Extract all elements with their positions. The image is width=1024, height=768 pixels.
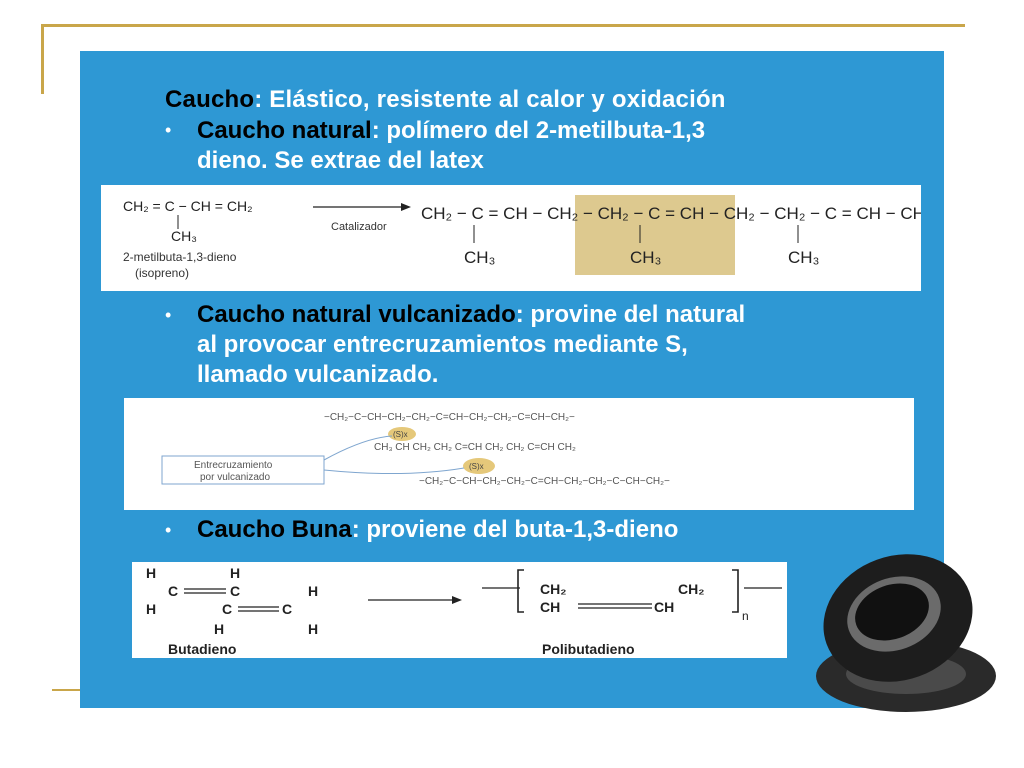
- vulcanization-figure: [124, 398, 914, 510]
- chain-row-3: −CH₂−C−CH−CH₂−CH₂−C=CH−CH₂−CH₂−C−CH−CH₂−: [419, 476, 670, 487]
- polymer-methyl-1: CH₃: [464, 248, 496, 267]
- chain-row-1: −CH₂−C−CH−CH₂−CH₂−C=CH−CH₂−CH₂−C=CH−CH₂−: [324, 412, 575, 423]
- polymer-methyl-3: CH₃: [788, 248, 820, 267]
- butadiene-reaction-svg: [132, 562, 787, 658]
- bullet-3-line-1: [197, 515, 678, 544]
- bullet-2-line-1: [197, 300, 745, 329]
- atom-h4: H: [308, 583, 319, 599]
- atom-h5: H: [214, 621, 225, 637]
- atom-h6: H: [308, 621, 319, 637]
- frame-line-bottom: [52, 689, 82, 691]
- frame-line-top: [41, 24, 965, 27]
- bullet-2: •: [165, 305, 172, 325]
- caucho-natural-description: : polímero del 2-metilbuta-1,3: [371, 117, 706, 144]
- bullet-1-line-1: [197, 116, 705, 145]
- reaction-arrow-head: [401, 203, 411, 211]
- atom-c3: C: [222, 601, 233, 617]
- atom-h2: H: [146, 601, 157, 617]
- repeat-n: n: [742, 609, 749, 623]
- keyword-caucho-vulcanizado: Caucho natural vulcanizado: [197, 301, 516, 328]
- catalyst-label: Catalizador: [331, 221, 387, 233]
- sulfur-label-1: (S)x: [393, 430, 408, 439]
- heading-caucho: [165, 85, 726, 114]
- crosslink-pointer-2: [324, 468, 464, 474]
- buna-arrow-head: [452, 596, 462, 604]
- frame-line-left: [41, 24, 44, 94]
- sulfur-label-2: (S)x: [469, 462, 484, 471]
- butadiene-polymerization-figure: [132, 562, 787, 658]
- poly-ch2-right: CH₂: [678, 581, 705, 597]
- monomer-common-name: (isopreno): [135, 266, 190, 280]
- bullet-2-line-2: al provocar entrecruzamientos mediante S,: [197, 331, 688, 358]
- caucho-vulcanizado-description: : provine del natural: [515, 301, 746, 328]
- butadieno-label: Butadieno: [168, 641, 237, 657]
- atom-h1: H: [146, 565, 157, 581]
- caucho-buna-description: : proviene del buta-1,3-dieno: [351, 516, 679, 543]
- tires-image: [786, 546, 1006, 716]
- isoprene-polymerization-figure: [101, 185, 921, 291]
- atom-c4: C: [282, 601, 293, 617]
- bullet-3: •: [165, 520, 172, 540]
- poly-ch2-left: CH₂: [540, 581, 567, 597]
- keyword-caucho: Caucho: [165, 86, 255, 113]
- polymer-chain: CH₂ − C = CH − CH₂ − CH₂ − C = CH − CH₂ − CH₂ − C = CH − CH₂···: [421, 204, 921, 223]
- isoprene-reaction-svg: [101, 185, 921, 291]
- bullet-1-line-2: dieno. Se extrae del latex: [197, 147, 484, 174]
- poly-ch-left: CH: [540, 599, 561, 615]
- caucho-description: : Elástico, resistente al calor y oxidación: [254, 86, 726, 113]
- vulcanization-svg: [124, 398, 914, 510]
- poly-ch-right: CH: [654, 599, 675, 615]
- monomer-name: 2-metilbuta-1,3-dieno: [123, 250, 237, 264]
- monomer-methyl: CH₃: [171, 228, 197, 244]
- crosslink-label-1: Entrecruzamiento: [194, 460, 273, 471]
- polibutadieno-label: Polibutadieno: [542, 641, 635, 657]
- atom-c1: C: [168, 583, 179, 599]
- polymer-methyl-2: CH₃: [630, 248, 662, 267]
- keyword-caucho-buna: Caucho Buna: [197, 516, 352, 543]
- bracket-right: [732, 570, 738, 612]
- chain-row-2: CH₃ CH CH₂ CH₂ C=CH CH₂ CH₂ C=CH CH₂: [374, 442, 576, 453]
- keyword-caucho-natural: Caucho natural: [197, 117, 372, 144]
- bullet-1: •: [165, 120, 172, 140]
- monomer-formula: CH₂ = C − CH = CH₂: [123, 198, 253, 214]
- atom-c2: C: [230, 583, 241, 599]
- atom-h3: H: [230, 565, 241, 581]
- bullet-2-line-3: llamado vulcanizado.: [197, 361, 439, 388]
- crosslink-label-2: por vulcanizado: [200, 472, 271, 483]
- bracket-left: [518, 570, 524, 612]
